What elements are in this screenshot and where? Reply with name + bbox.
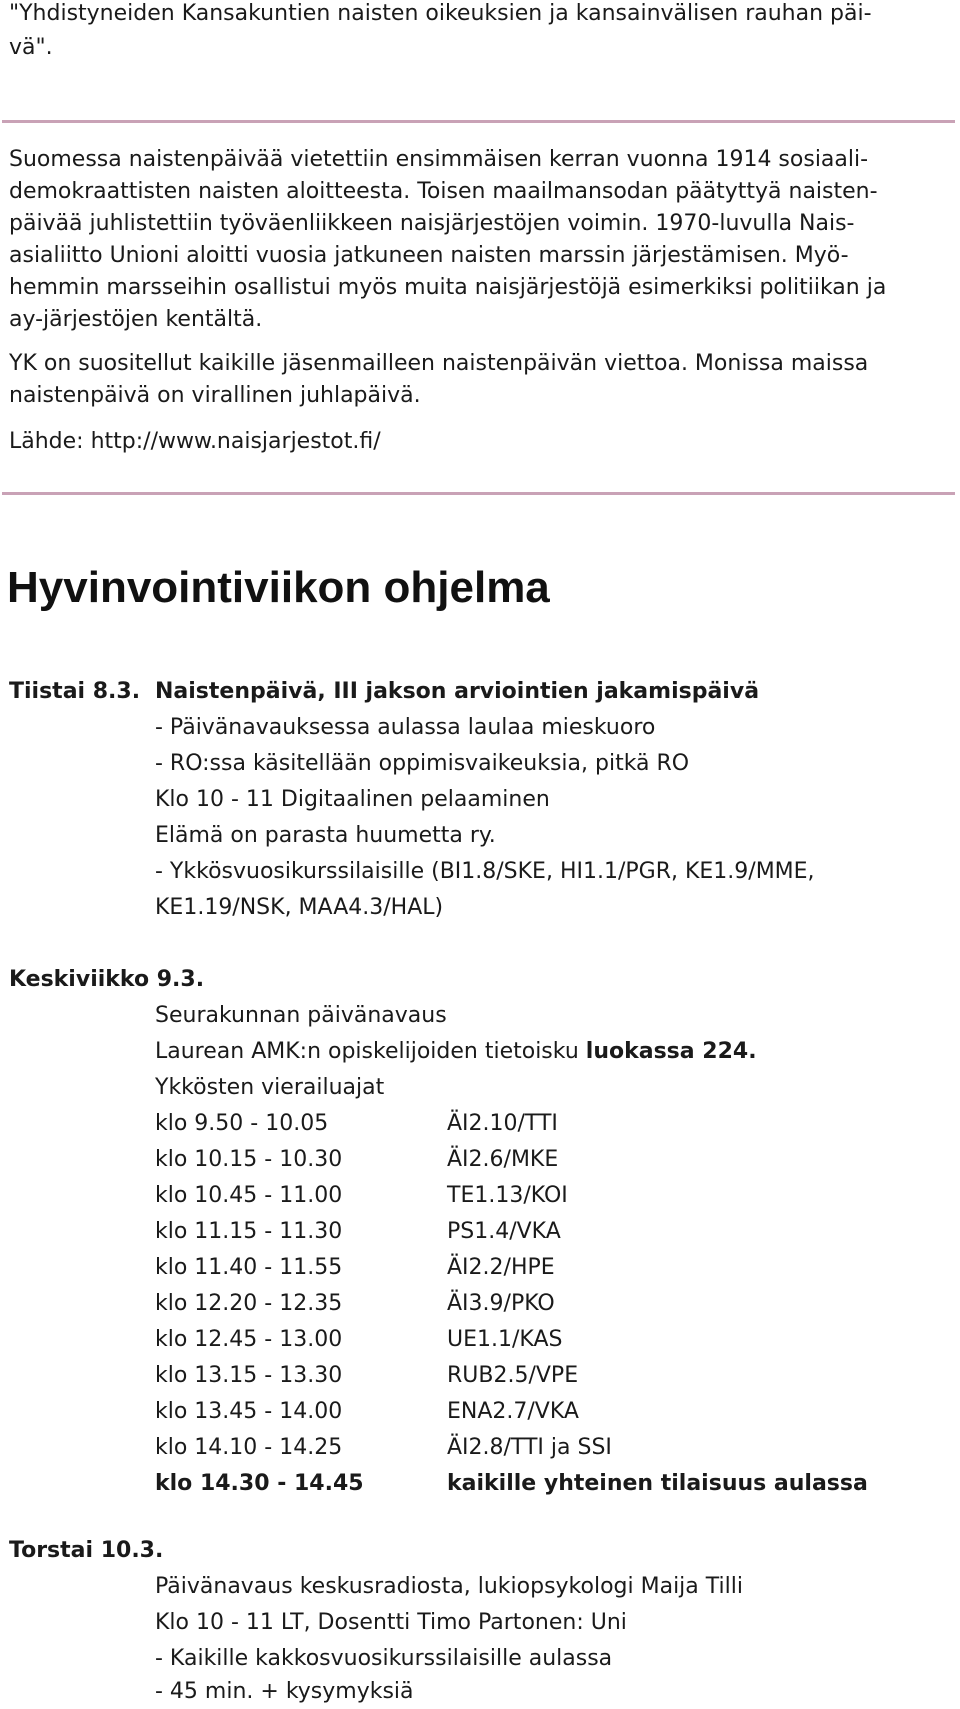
schedule-group: ÄI2.2/HPE bbox=[447, 1255, 555, 1280]
schedule-group: UE1.1/KAS bbox=[447, 1327, 563, 1352]
history-line: Suomessa naistenpäivää vietettiin ensimmäisen kerran vuonna 1914 sosiaali- bbox=[9, 147, 869, 172]
schedule-group: ÄI2.10/TTI bbox=[447, 1111, 558, 1136]
program-item: Päivänavaus keskusradiosta, lukiopsykologi Maija Tilli bbox=[155, 1574, 743, 1599]
tuesday-title: Naistenpäivä, III jakson arviointien jakamispäivä bbox=[155, 679, 760, 704]
program-item: Klo 10 - 11 LT, Dosentti Timo Partonen: Uni bbox=[155, 1610, 627, 1635]
schedule-group: ÄI2.8/TTI ja SSI bbox=[447, 1435, 612, 1460]
schedule-group: RUB2.5/VPE bbox=[447, 1363, 579, 1388]
source-link[interactable]: Lähde: http://www.naisjarjestot.fi/ bbox=[9, 429, 381, 454]
program-item: Elämä on parasta huumetta ry. bbox=[155, 823, 496, 848]
intro-line: vä". bbox=[9, 35, 53, 60]
program-item bbox=[155, 1035, 757, 1069]
yk-line: YK on suositellut kaikille jäsenmailleen naistenpäivän viettoa. Monissa maissa bbox=[9, 351, 869, 376]
program-item: Klo 10 - 11 Digitaalinen pelaaminen bbox=[155, 787, 550, 812]
day-heading-wednesday: Keskiviikko 9.3. bbox=[9, 967, 205, 992]
schedule-group: ENA2.7/VKA bbox=[447, 1399, 579, 1424]
schedule-time: klo 11.40 - 11.55 bbox=[155, 1255, 343, 1280]
day-heading-thursday: Torstai 10.3. bbox=[9, 1538, 164, 1563]
program-item: Ykkösten vierailuajat bbox=[155, 1075, 385, 1100]
history-line: asialiitto Unioni aloitti vuosia jatkuneen naisten marssin järjestämisen. Myö- bbox=[9, 243, 849, 268]
program-item: - Kaikille kakkosvuosikurssilaisille aulassa bbox=[155, 1646, 613, 1671]
kiosk-room: luokassa 224. bbox=[585, 1039, 757, 1064]
section-divider bbox=[2, 120, 955, 123]
program-item: - Päivänavauksessa aulassa laulaa mieskuoro bbox=[155, 715, 656, 740]
day-heading-tuesday: Tiistai 8.3. bbox=[9, 679, 141, 704]
program-item: - 45 min. + kysymyksiä bbox=[155, 1679, 414, 1704]
schedule-time: klo 14.10 - 14.25 bbox=[155, 1435, 343, 1460]
history-line: demokraattisten naisten aloitteesta. Toisen maailmansodan päätyttyä naisten- bbox=[9, 179, 878, 204]
history-line: ay-järjestöjen kentältä. bbox=[9, 307, 263, 332]
history-line: päivää juhlistettiin työväenliikkeen naisjärjestöjen voimin. 1970-luvulla Nais- bbox=[9, 211, 855, 236]
page-title: Hyvinvointiviikon ohjelma bbox=[7, 563, 550, 612]
schedule-time: klo 12.20 - 12.35 bbox=[155, 1291, 343, 1316]
kiosk-text: Laurean AMK:n opiskelijoiden tietoisku bbox=[155, 1039, 586, 1064]
program-item: - RO:ssa käsitellään oppimisvaikeuksia, pitkä RO bbox=[155, 751, 690, 776]
schedule-time: klo 11.15 - 11.30 bbox=[155, 1219, 343, 1244]
program-item: - Ykkösvuosikurssilaisille (BI1.8/SKE, HI1.1/PGR, KE1.9/MME, bbox=[155, 859, 815, 884]
schedule-time: klo 9.50 - 10.05 bbox=[155, 1111, 329, 1136]
schedule-group: kaikille yhteinen tilaisuus aulassa bbox=[447, 1471, 868, 1496]
program-item: KE1.19/NSK, MAA4.3/HAL) bbox=[155, 895, 444, 920]
history-line: hemmin marsseihin osallistui myös muita naisjärjestöjä esimerkiksi politiikan ja bbox=[9, 275, 887, 300]
schedule-time: klo 13.15 - 13.30 bbox=[155, 1363, 343, 1388]
program-item: Seurakunnan päivänavaus bbox=[155, 1003, 447, 1028]
schedule-group: ÄI3.9/PKO bbox=[447, 1291, 555, 1316]
schedule-group: PS1.4/VKA bbox=[447, 1219, 561, 1244]
schedule-group: TE1.13/KOI bbox=[447, 1183, 568, 1208]
schedule-time: klo 13.45 - 14.00 bbox=[155, 1399, 343, 1424]
schedule-time: klo 14.30 - 14.45 bbox=[155, 1471, 364, 1496]
intro-line: "Yhdistyneiden Kansakuntien naisten oikeuksien ja kansainvälisen rauhan päi- bbox=[9, 1, 872, 26]
schedule-time: klo 10.45 - 11.00 bbox=[155, 1183, 343, 1208]
section-divider bbox=[2, 492, 955, 495]
schedule-time: klo 12.45 - 13.00 bbox=[155, 1327, 343, 1352]
schedule-group: ÄI2.6/MKE bbox=[447, 1147, 559, 1172]
schedule-time: klo 10.15 - 10.30 bbox=[155, 1147, 343, 1172]
yk-line: naistenpäivä on virallinen juhlapäivä. bbox=[9, 383, 421, 408]
